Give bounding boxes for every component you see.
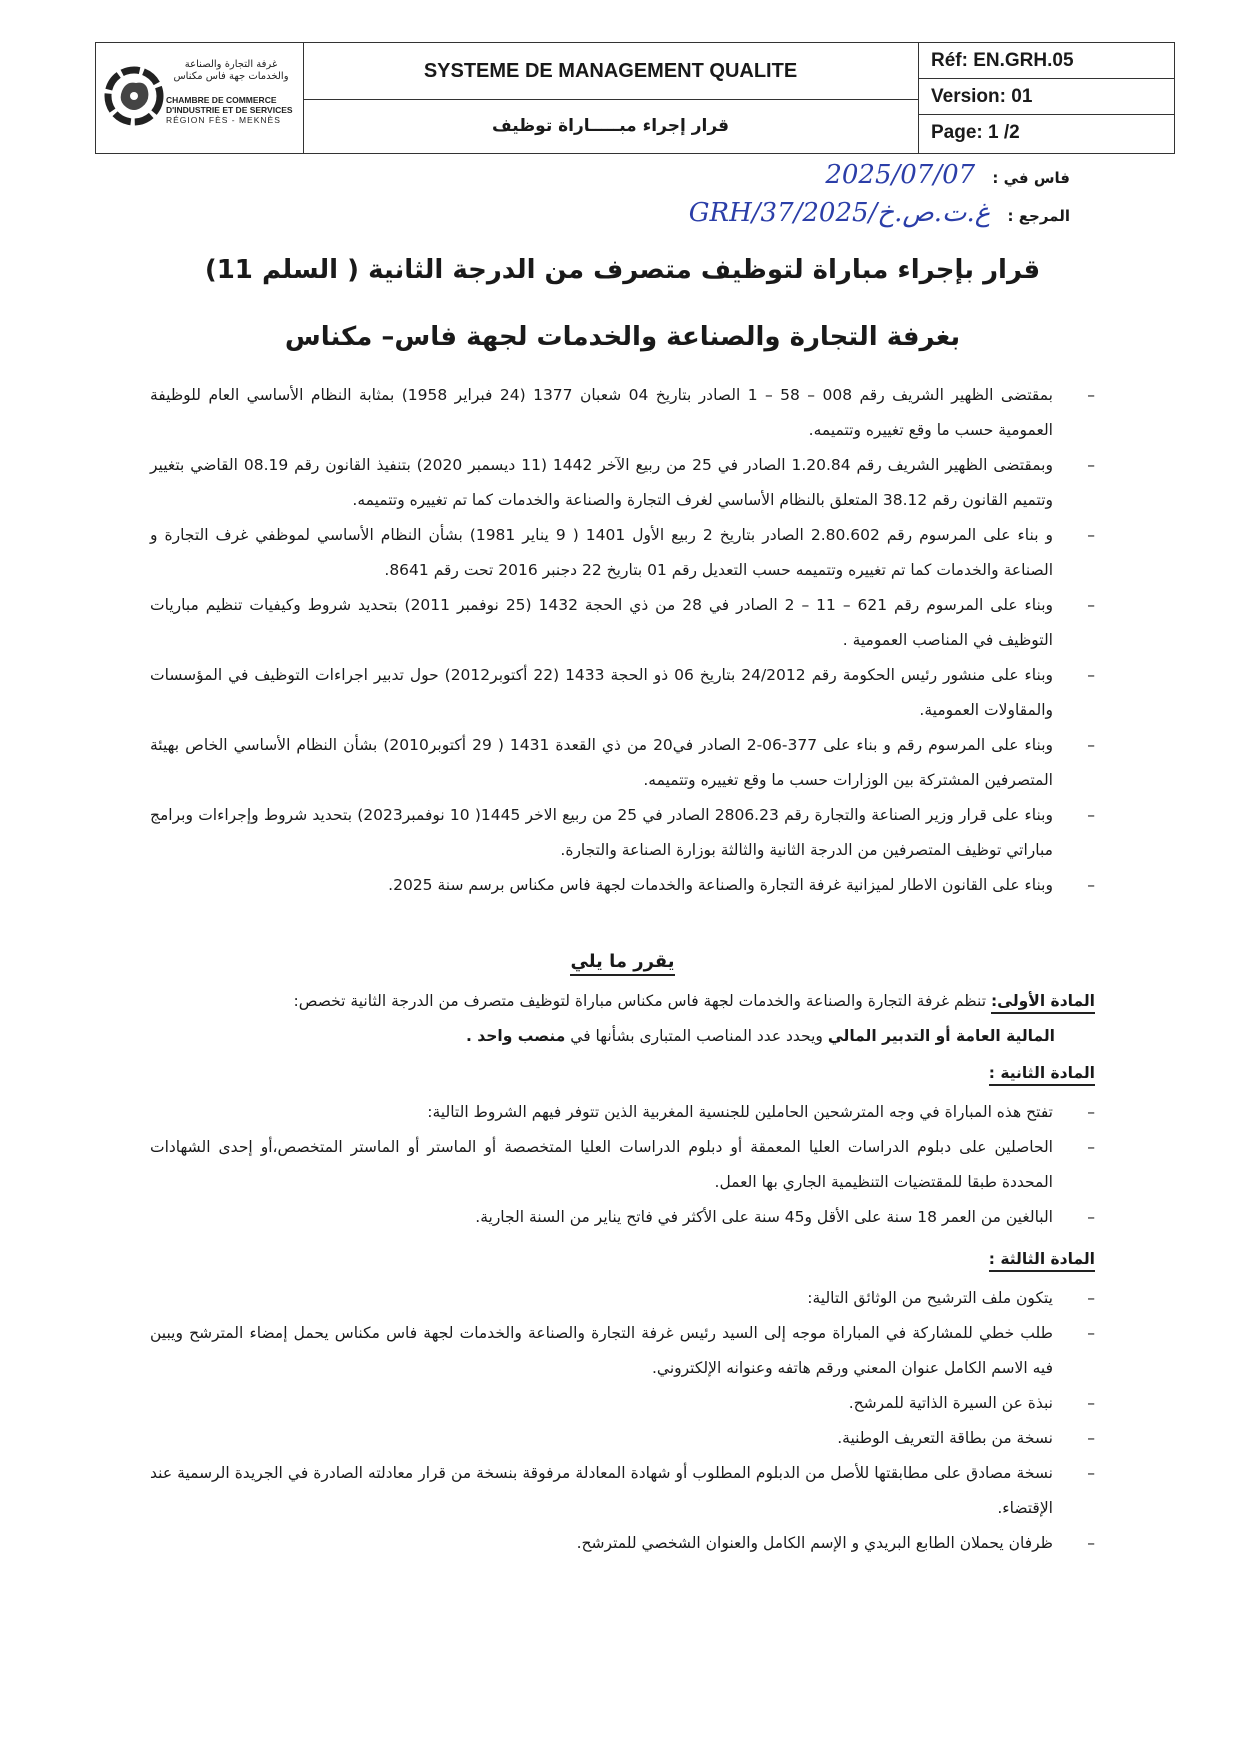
logo-cell (96, 43, 304, 153)
article-3-item: – نبذة عن السيرة الذاتية للمرشح. (150, 1386, 1095, 1421)
preamble-item: – وبمقتضى الظهير الشريف رقم 1.20.84 الصادر في 25 من ربيع الآخر 1442 (11 ديسمبر 2020) بتنفيذ القانون رقم 08.19 القاضي بتغيير وتتميم القانون رقم 38.12 المتعلق بالنظام الأساسي لغرف التجارة والصناعة والخدمات كما تم تغييره وتتميمه. (150, 448, 1095, 518)
reference-column (918, 43, 1175, 153)
article-1-text-2: ويحدد عدد المناصب المتبارى بشأنها في (570, 1027, 823, 1045)
system-title: SYSTEME DE MANAGEMENT QUALITE (303, 43, 918, 100)
article-2-item: – الحاصلين على دبلوم الدراسات العليا المعمقة أو دبلوم الدراسات العليا المتخصصة أو الماستر أو الماستر المتخصص،أو إحدى الشهادات المحددة طبقا للمقتضيات التنظيمية الجاري بها العمل. (150, 1130, 1095, 1200)
reference-code: Réf: EN.GRH.05 (919, 43, 1175, 79)
article-2 (150, 1056, 1095, 1235)
article-2-item: – البالغين من العمر 18 سنة على الأقل و45 سنة على الأكثر في فاتح يناير من السنة الجارية. (150, 1200, 1095, 1235)
ref-value: GRH/37/غ.ت.ص.خ/2025 (688, 198, 991, 228)
header-table (95, 42, 1175, 154)
preamble-item: – وبناء على قرار وزير الصناعة والتجارة رقم 2806.23 الصادر في 25 من ربيع الاخر 1445( 10 نوفمبر2023) بتحديد شروط وإجراءات وبرامج مباراتي توظيف المتصرفين من الدرجة الثانية والثالثة بوزارة الصناعة والتجارة. (150, 798, 1095, 868)
article-3-item: – يتكون ملف الترشيح من الوثائق التالية: (150, 1281, 1095, 1316)
article-1-text: تنظم غرفة التجارة والصناعة والخدمات لجهة فاس مكناس مباراة لتوظيف متصرف من الدرجة الثانية تخصص: (293, 992, 987, 1010)
date-line (825, 160, 1070, 190)
date-value: 2025/07/07 (825, 160, 976, 190)
article-2-heading: المادة الثانية : (989, 1064, 1095, 1086)
logo-fr-line-2: D'INDUSTRIE ET DE SERVICES (166, 105, 293, 115)
preamble-item: – وبناء على المرسوم رقم 621 – 11 – 2 الصادر في 28 من ذي الحجة 1432 (25 نوفمبر 2011) بتحديد شروط وكيفيات تنظيم مباريات التوظيف في المناصب العمومية . (150, 588, 1095, 658)
document-title: قرار إجراء مبـــــاراة توظيف (491, 116, 730, 136)
preamble-item: – وبناء على المرسوم رقم و بناء على 377-06-2 الصادر في20 من ذي القعدة 1431 ( 29 أكتوبر2010) بشأن النظام الأساسي الخاص بهيئة المتصرفين المشتركة بين الوزارات حسب ما وقع تغييره وتتميمه. (150, 728, 1095, 798)
page-number: Page: 1 /2 (931, 122, 1020, 143)
preamble-item: – وبناء على منشور رئيس الحكومة رقم 24/2012 بتاريخ 06 ذو الحجة 1433 (22 أكتوبر2012) حول تدبير اجراءات التوظيف في المؤسسات والمقاولات العمومية. (150, 658, 1095, 728)
article-1-heading: المادة الأولى: (991, 992, 1095, 1014)
article-1-count: منصب واحد . (465, 1027, 566, 1045)
article-3 (150, 1242, 1095, 1561)
date-label: فاس في : (992, 169, 1070, 187)
decides-heading-wrap (150, 944, 1095, 979)
article-3-item: – طلب خطي للمشاركة في المباراة موجه إلى السيد رئيس غرفة التجارة والصناعة والخدمات لجهة فاس مكناس يحمل إمضاء المترشح ويبين فيه الاسم الكامل عنوان المعني ورقم هاتفه وعنوانه الإلكتروني. (150, 1316, 1095, 1386)
preamble (150, 378, 1095, 903)
article-3-heading: المادة الثالثة : (989, 1250, 1095, 1272)
logo-fr-line-3: RÉGION FÈS - MEKNÈS (166, 115, 281, 125)
article-3-item: – نسخة مصادق على مطابقتها للأصل من الدبلوم المطلوب أو شهادة المعادلة مرفوقة بنسخة من قرار معادلته الصادرة في الجريدة الرسمية عند الإقتضاء. (150, 1456, 1095, 1526)
version-label: Version: 01 (919, 79, 1175, 115)
ref-line (689, 198, 1070, 228)
decides-heading: يقرر ما يلي (570, 951, 674, 976)
preamble-item: – بمقتضى الظهير الشريف رقم 008 – 58 – 1 الصادر بتاريخ 04 شعبان 1377 (24 فبراير 1958) بمثابة النظام الأساسي العام للوظيفة العمومية حسب ما وقع تغييره وتتميمه. (150, 378, 1095, 448)
logo-fr-line-1: CHAMBRE DE COMMERCE (166, 95, 277, 105)
main-title-line-1: قرار بإجراء مباراة لتوظيف متصرف من الدرجة الثانية ( السلم 11) (204, 255, 1041, 285)
article-3-item: – ظرفان يحملان الطابع البريدي و الإسم الكامل والعنوان الشخصي للمترشح. (150, 1526, 1095, 1561)
logo-french-text (166, 95, 296, 125)
main-title-line-2: بغرفة التجارة والصناعة والخدمات لجهة فاس– مكناس (284, 322, 961, 352)
article-3-item: – نسخة من بطاقة التعريف الوطنية. (150, 1421, 1095, 1456)
article-1 (150, 984, 1095, 1054)
preamble-item: – و بناء على المرسوم رقم 2.80.602 الصادر بتاريخ 2 ربيع الأول 1401 ( 9 يناير 1981) بشأن النظام الأساسي لموظفي غرف التجارة و الصناعة والخدمات كما تم تغييره وتتميمه حسب التعديل رقم 01 بتاريخ 22 دجنبر 2016 تحت رقم 8641. (150, 518, 1095, 588)
chamber-logo-icon (104, 61, 164, 131)
article-2-item: – تفتح هذه المباراة في وجه المترشحين الحاملين للجنسية المغربية الذين تتوفر فيهم الشروط التالية: (150, 1095, 1095, 1130)
article-1-specialty: المالية العامة أو التدبير المالي (827, 1027, 1055, 1045)
preamble-item: – وبناء على القانون الاطار لميزانية غرفة التجارة والصناعة والخدمات لجهة فاس مكناس برسم سنة 2025. (150, 868, 1095, 903)
logo-arabic-text: غرفة التجارة والصناعة والخدمات جهة فاس مكناس (173, 59, 289, 82)
ref-label: المرجع : (1007, 207, 1070, 225)
